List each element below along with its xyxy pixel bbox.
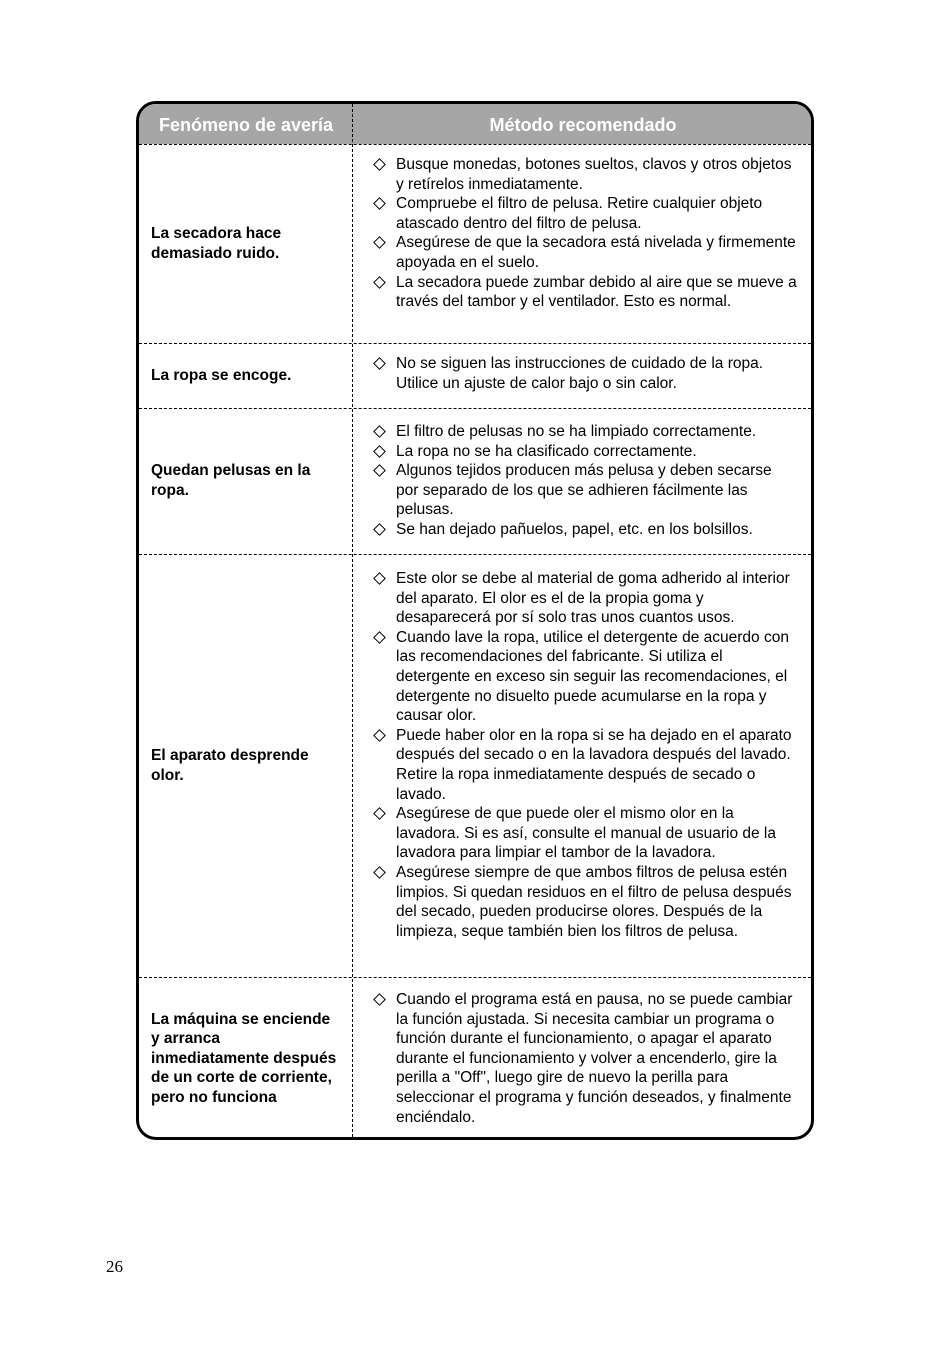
diamond-bullet-icon <box>373 631 386 644</box>
remedy-list <box>373 354 798 393</box>
fault-cell <box>151 408 341 554</box>
fault-cell <box>151 977 341 1140</box>
fault-cell <box>151 343 341 408</box>
remedy-item: Algunos tejidos producen más pelusa y deben secarse por separado de los que se adhieren fácilmente las pelusas. <box>373 461 798 520</box>
fault-cell <box>151 554 341 977</box>
remedy-item: Asegúrese de que la secadora está nivelada y firmemente apoyada en el suelo. <box>373 233 798 272</box>
fault-text: El aparato desprende olor. <box>151 746 309 784</box>
diamond-bullet-icon <box>373 445 386 458</box>
page-number: 26 <box>106 1257 123 1276</box>
header-method: Método recomendado <box>489 115 677 135</box>
remedy-item: El filtro de pelusas no se ha limpiado correctamente. <box>373 422 798 442</box>
remedy-item: Puede haber olor en la ropa si se ha dejado en el aparato después del secado o en la lavadora después del lavado. Retire la ropa inmediatamente después de secado o lavado. <box>373 726 798 804</box>
diamond-bullet-icon <box>373 866 386 879</box>
diamond-bullet-icon <box>373 807 386 820</box>
diamond-bullet-icon <box>373 197 386 210</box>
remedy-item: Se han dejado pañuelos, papel, etc. en los bolsillos. <box>373 520 798 540</box>
diamond-bullet-icon <box>373 357 386 370</box>
diamond-bullet-icon <box>373 993 386 1006</box>
diamond-bullet-icon <box>373 276 386 289</box>
remedy-list <box>373 990 798 1127</box>
remedy-item: Compruebe el filtro de pelusa. Retire cualquier objeto atascado dentro del filtro de pelusa. <box>373 194 798 233</box>
diamond-bullet-icon <box>373 237 386 250</box>
remedy-item: Busque monedas, botones sueltos, clavos y otros objetos y retírelos inmediatamente. <box>373 155 798 194</box>
remedy-item: Cuando lave la ropa, utilice el detergente de acuerdo con las recomendaciones del fabricante. Si utiliza el detergente en exceso sin seguir las recomendaciones, el detergente no disuelto puede acumularse en la ropa y causar olor. <box>373 628 798 726</box>
fault-text: La ropa se encoge. <box>151 366 292 384</box>
remedy-item: La ropa no se ha clasificado correctamente. <box>373 442 798 462</box>
column-divider <box>352 104 353 1137</box>
diamond-bullet-icon <box>373 425 386 438</box>
fault-text: La máquina se enciende y arranca inmediatamente después de un corte de corriente, pero no funciona <box>151 1010 337 1106</box>
remedy-item: Asegúrese siempre de que ambos filtros de pelusa estén limpios. Si quedan residuos en el filtro de pelusa después del secado, pueden producirse olores. Después de la limpieza, seque también bien los filtros de pelusa. <box>373 863 798 941</box>
diamond-bullet-icon <box>373 158 386 171</box>
remedy-list <box>373 422 798 540</box>
fault-cell <box>151 144 341 343</box>
remedy-item: Cuando el programa está en pausa, no se puede cambiar la función ajustada. Si necesita cambiar un programa o función durante el funcionamiento, o apagar el aparato durante el funcionamiento y volver a encenderlo, gire la perilla a "Off", luego gire de nuevo la perilla para seleccionar el programa y función deseados, y finalmente enciéndalo. <box>373 990 798 1127</box>
fault-text: La secadora hace demasiado ruido. <box>151 224 282 262</box>
header-fault: Fenómeno de avería <box>158 115 334 135</box>
remedy-item: No se siguen las instrucciones de cuidado de la ropa. Utilice un ajuste de calor bajo o sin calor. <box>373 354 798 393</box>
remedy-list <box>373 155 798 312</box>
fault-text: Quedan pelusas en la ropa. <box>151 462 311 499</box>
remedy-item: Este olor se debe al material de goma adherido al interior del aparato. El olor es el de la propia goma y desaparecerá por sí solo tras unos cuantos usos. <box>373 569 798 628</box>
remedy-list <box>373 569 798 941</box>
remedy-item: Asegúrese de que puede oler el mismo olor en la lavadora. Si es así, consulte el manual de usuario de la lavadora para limpiar el tambor de la lavadora. <box>373 804 798 863</box>
diamond-bullet-icon <box>373 523 386 536</box>
remedy-item: La secadora puede zumbar debido al aire que se mueve a través del tambor y el ventilador. Esto es normal. <box>373 273 798 312</box>
troubleshooting-table <box>136 101 814 1140</box>
diamond-bullet-icon <box>373 572 386 585</box>
diamond-bullet-icon <box>373 729 386 742</box>
diamond-bullet-icon <box>373 464 386 477</box>
table-header <box>139 104 811 144</box>
